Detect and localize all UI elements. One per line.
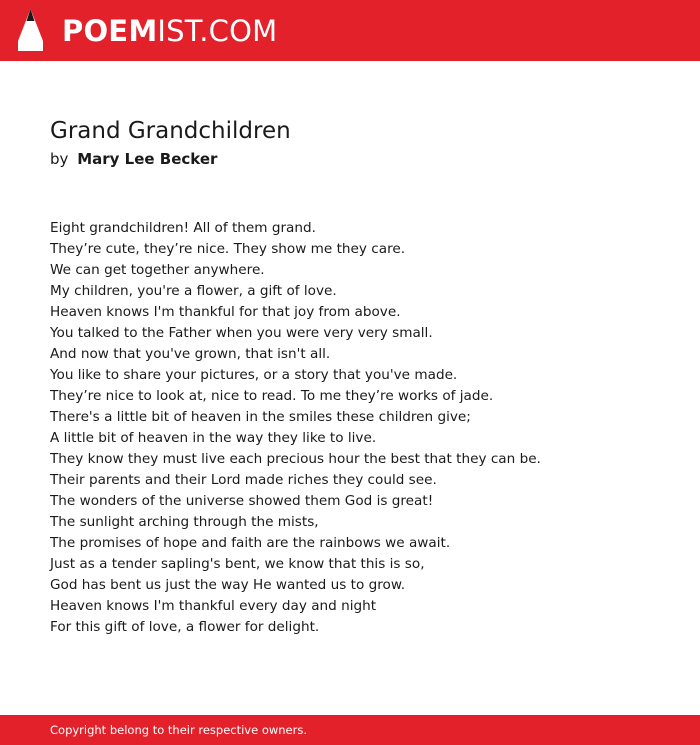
poem-line: Their parents and their Lord made riches they could see. bbox=[50, 472, 437, 488]
by-label: by bbox=[50, 150, 69, 168]
poem-line: And now that you've grown, that isn't all. bbox=[50, 346, 331, 362]
poem-line: You talked to the Father when you were very very small. bbox=[50, 325, 433, 341]
poem-body bbox=[50, 218, 670, 638]
poem-line: They know they must live each precious hour the best that they can be. bbox=[50, 451, 541, 467]
poem-line: For this gift of love, a flower for delight. bbox=[50, 619, 320, 635]
poem-line: Just as a tender sapling's bent, we know that this is so, bbox=[50, 556, 425, 572]
poem-line: They’re cute, they’re nice. They show me they care. bbox=[50, 241, 406, 257]
poem-line: You like to share your pictures, or a story that you've made. bbox=[50, 367, 458, 383]
byline bbox=[50, 149, 217, 169]
poem-line: The promises of hope and faith are the rainbows we await. bbox=[50, 535, 451, 551]
poem-line: My children, you're a flower, a gift of love. bbox=[50, 283, 337, 299]
poem-line: The sunlight arching through the mists, bbox=[50, 514, 319, 530]
poem-line: We can get together anywhere. bbox=[50, 262, 265, 278]
poem-line: A little bit of heaven in the way they like to live. bbox=[50, 430, 377, 446]
poem-title: Grand Grandchildren bbox=[50, 118, 291, 144]
poem-line: They’re nice to look at, nice to read. To me they’re works of jade. bbox=[50, 388, 494, 404]
brand-light-text: IST.COM bbox=[157, 14, 278, 48]
poem-line: Heaven knows I'm thankful for that joy from above. bbox=[50, 304, 401, 320]
poem-line: Eight grandchildren! All of them grand. bbox=[50, 220, 316, 236]
author-name: Mary Lee Becker bbox=[77, 150, 218, 168]
poem-line: God has bent us just the way He wanted us to grow. bbox=[50, 577, 406, 593]
poem-line: Heaven knows I'm thankful every day and night bbox=[50, 598, 377, 614]
site-logo-link[interactable] bbox=[62, 11, 277, 51]
copyright-notice: Copyright belong to their respective owners. bbox=[50, 723, 308, 737]
pencil-tip-icon[interactable] bbox=[18, 9, 43, 51]
poem-line: There's a little bit of heaven in the smiles these children give; bbox=[50, 409, 471, 425]
poem-line: The wonders of the universe showed them God is great! bbox=[50, 493, 434, 509]
site-header bbox=[0, 0, 700, 61]
brand-bold-text: POEM bbox=[62, 14, 158, 48]
site-footer bbox=[0, 715, 700, 745]
